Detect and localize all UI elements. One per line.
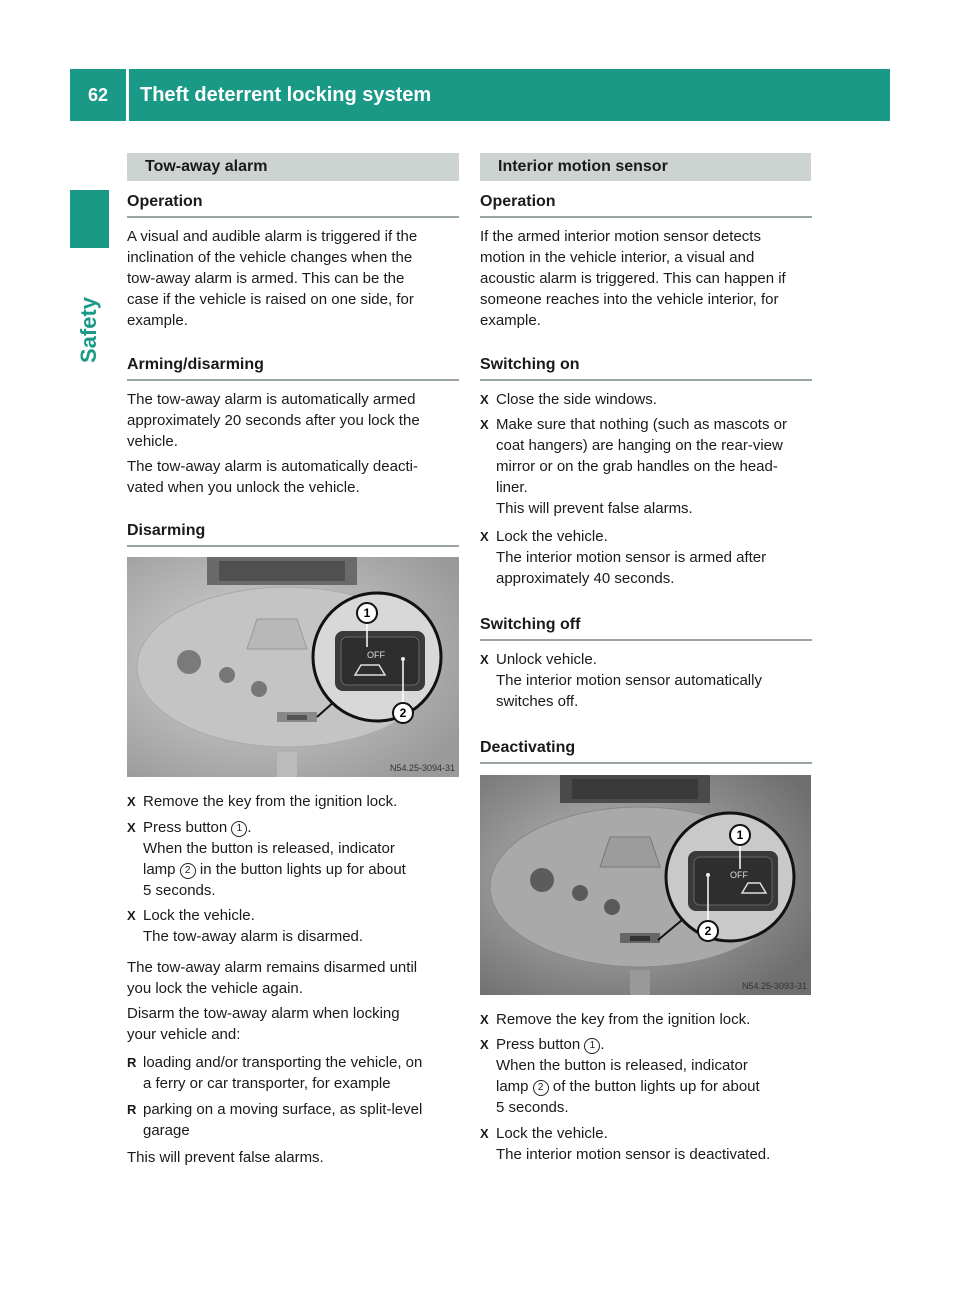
section-band-tow-away: Tow-away alarm bbox=[127, 153, 459, 181]
callout-ref-2: 2 bbox=[533, 1080, 549, 1096]
image-reference: N54.25-3093-31 bbox=[741, 981, 807, 991]
step-marker: X bbox=[480, 652, 489, 667]
step-marker: X bbox=[127, 794, 136, 809]
bullet-marker: R bbox=[127, 1102, 137, 1117]
step-lock-vehicle: X Lock the vehicle. The tow-away alarm is disarmed. bbox=[127, 907, 364, 945]
subheading-disarming: Disarming bbox=[127, 522, 459, 547]
callout-1: 1 bbox=[736, 828, 744, 842]
callout-1: 1 bbox=[363, 606, 371, 620]
callout-ref-1: 1 bbox=[231, 821, 247, 837]
condition-ferry: R loading and/or transporting the vehicle, on a ferry or car transporter, for example bbox=[127, 1054, 423, 1092]
off-label: OFF bbox=[367, 650, 385, 660]
callout-2: 2 bbox=[399, 706, 407, 720]
page-number: 62 bbox=[87, 84, 109, 105]
image-reference: N54.25-3094-31 bbox=[389, 763, 455, 773]
arming-text-1: The tow-away alarm is automatically armed approximately 20 seconds after you lock the vehicle. bbox=[127, 391, 420, 450]
step-marker: X bbox=[480, 417, 489, 432]
step-marker: X bbox=[480, 529, 489, 544]
side-tab-block bbox=[70, 190, 109, 248]
operation-text-right: If the armed interior motion sensor detects motion in the vehicle interior, a visual and acoustic alarm is triggered. This can happen if someone reaches into the vehicle interior, for example. bbox=[480, 228, 786, 329]
step-close-windows: X Close the side windows. bbox=[480, 391, 657, 408]
callout-2: 2 bbox=[704, 924, 712, 938]
subheading-deactivating: Deactivating bbox=[480, 739, 812, 764]
overhead-control-photo-left bbox=[127, 557, 459, 777]
subheading-arming: Arming/disarming bbox=[127, 356, 459, 381]
page-title: Theft deterrent locking system bbox=[140, 83, 432, 106]
step-remove-key: X Remove the key from the ignition lock. bbox=[127, 793, 398, 810]
condition-moving-surface: R parking on a moving surface, as split-level garage bbox=[127, 1101, 423, 1139]
operation-text: A visual and audible alarm is triggered if the inclination of the vehicle changes when the tow-away alarm is armed. This can be the case if the vehicle is raised on one side, for example. bbox=[127, 228, 418, 329]
false-alarm-note: This will prevent false alarms. bbox=[127, 1149, 324, 1166]
overhead-control-illustration bbox=[127, 557, 459, 777]
step-lock-vehicle-on: X Lock the vehicle. The interior motion sensor is armed after approximately 40 seconds. bbox=[480, 528, 767, 587]
step-press-button: X Press button 1 . When the button is released, indicator lamp 2 in the button lights up for about 5 seconds. bbox=[127, 819, 406, 899]
remains-disarmed-text: The tow-away alarm remains disarmed until you lock the vehicle again. bbox=[127, 959, 418, 997]
step-unlock-vehicle: X Unlock vehicle. The interior motion sensor automatically switches off. bbox=[480, 651, 762, 710]
step-marker: X bbox=[127, 908, 136, 923]
side-tab-label: Safety bbox=[76, 296, 101, 364]
callout-ref-2: 2 bbox=[180, 863, 196, 879]
arming-text-2: The tow-away alarm is automatically deacti- vated when you unlock the vehicle. bbox=[127, 458, 418, 496]
step-marker: X bbox=[480, 1126, 489, 1141]
step-marker: X bbox=[480, 392, 489, 407]
step-lock-vehicle-deact: X Lock the vehicle. The interior motion sensor is deactivated. bbox=[480, 1125, 771, 1163]
section-band-interior-sensor: Interior motion sensor bbox=[480, 153, 811, 181]
step-marker: X bbox=[480, 1012, 489, 1027]
bullet-marker: R bbox=[127, 1055, 137, 1070]
off-label: OFF bbox=[730, 870, 748, 880]
step-nothing-hanging: X Make sure that nothing (such as mascots or coat hangers) are hanging on the rear-view mirror or on the grab handles on the head- liner. This will prevent false alarms. bbox=[480, 416, 787, 517]
overhead-control-photo-right bbox=[480, 775, 811, 995]
step-marker: X bbox=[480, 1037, 489, 1052]
subheading-operation: Operation bbox=[127, 193, 459, 218]
subheading-switching-off: Switching off bbox=[480, 616, 812, 641]
step-remove-key-right: X Remove the key from the ignition lock. bbox=[480, 1011, 751, 1028]
step-marker: X bbox=[127, 820, 136, 835]
step-press-button-right: X Press button 1 . When the button is released, indicator lamp 2 of the button lights up for about 5 seconds. bbox=[480, 1036, 760, 1116]
header-divider bbox=[126, 69, 129, 121]
callout-ref-1: 1 bbox=[584, 1038, 600, 1054]
disarm-conditions-text: Disarm the tow-away alarm when locking your vehicle and: bbox=[127, 1005, 400, 1043]
overhead-control-illustration bbox=[480, 775, 811, 995]
subheading-operation-right: Operation bbox=[480, 193, 812, 218]
subheading-switching-on: Switching on bbox=[480, 356, 812, 381]
